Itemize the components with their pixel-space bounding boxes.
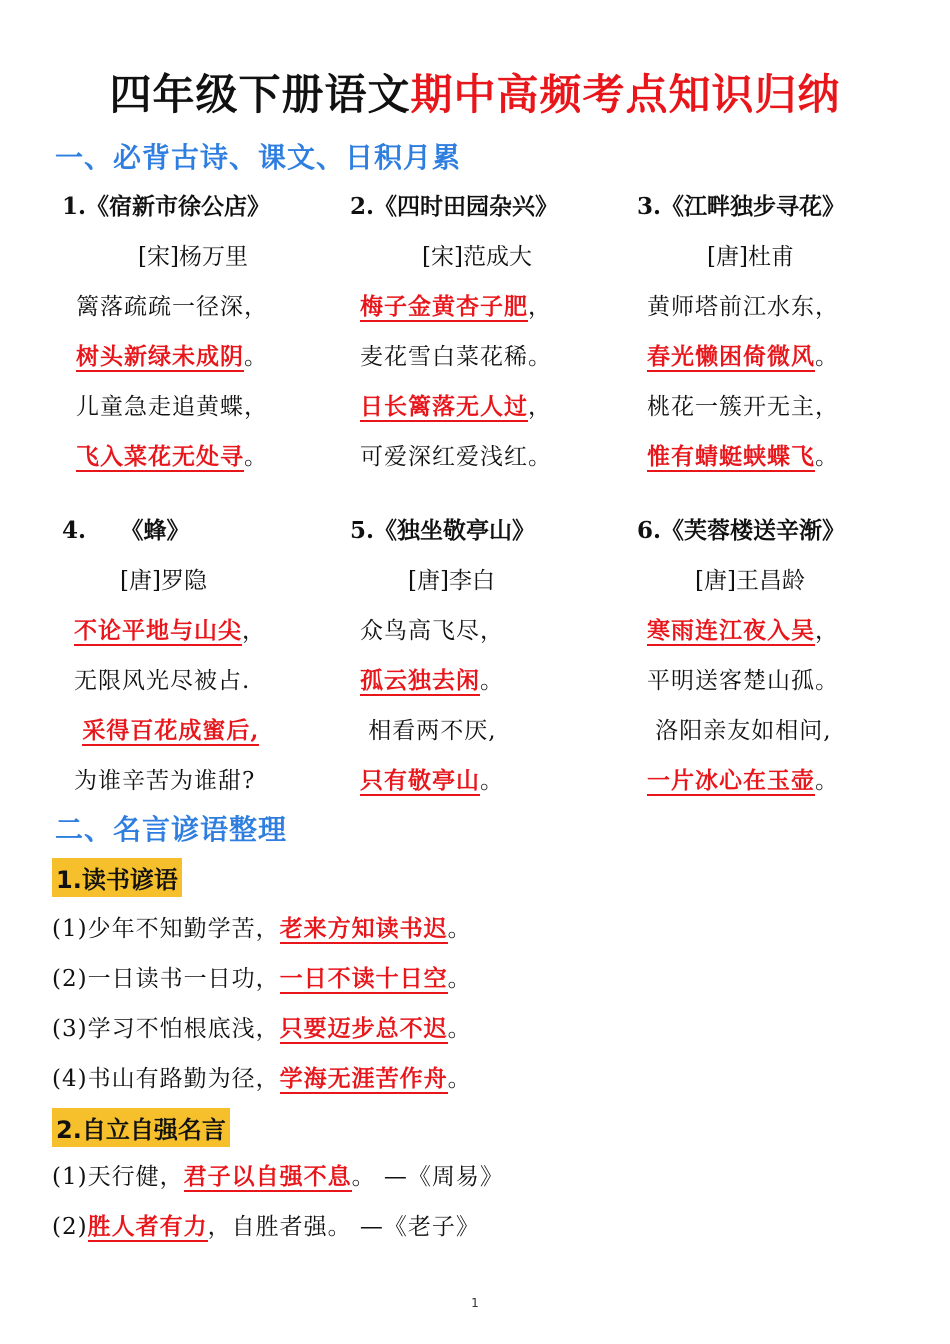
poem-author: [宋]范成大 bbox=[422, 244, 532, 270]
poem-author: [唐]王昌龄 bbox=[695, 568, 805, 594]
poem-line: 洛阳亲友如相问, bbox=[647, 718, 832, 744]
saying-item: (3)学习不怕根底浅，只要迈步总不迟。 bbox=[52, 1015, 472, 1042]
poem-title: 1.《宿新市徐公店》 bbox=[62, 193, 271, 220]
poem-line: 春光懒困倚微风。 bbox=[647, 343, 839, 370]
poem-author: [唐]罗隐 bbox=[120, 568, 207, 594]
poem-line: 只有敬亭山。 bbox=[360, 767, 504, 794]
poem-author: [唐]杜甫 bbox=[707, 244, 794, 270]
poem-line: 采得百花成蜜后, bbox=[82, 717, 260, 744]
poem-line: 寒雨连江夜入吴， bbox=[647, 617, 839, 644]
group-heading-reading: 1.读书谚语 bbox=[52, 858, 182, 897]
poem-line: 篱落疏疏一径深， bbox=[76, 294, 268, 320]
poem-title: 3.《江畔独步寻花》 bbox=[637, 193, 846, 220]
poem-line: 为谁辛苦为谁甜? bbox=[74, 768, 256, 794]
poem-line: 众鸟高飞尽， bbox=[360, 618, 504, 644]
poem-line: 无限风光尽被占. bbox=[74, 668, 251, 694]
page-title bbox=[0, 62, 950, 122]
saying-item: (2)一日读书一日功，一日不读十日空。 bbox=[52, 965, 472, 992]
poem-line: 梅子金黄杏子肥， bbox=[360, 293, 552, 320]
title-black: 四年级下册语文 bbox=[109, 70, 411, 119]
poem-title: 5.《独坐敬亭山》 bbox=[350, 517, 536, 544]
poem-line: 可爱深红爱浅红。 bbox=[360, 444, 552, 470]
poem-line: 孤云独去闲。 bbox=[360, 667, 504, 694]
group-heading-self-reliance: 2.自立自强名言 bbox=[52, 1108, 230, 1147]
poem-line: 日长篱落无人过， bbox=[360, 393, 552, 420]
poem-line: 黄师塔前江水东， bbox=[647, 294, 839, 320]
page-number: 1 bbox=[471, 1296, 479, 1310]
poem-line: 飞入菜花无处寻。 bbox=[76, 443, 268, 470]
poem-line: 儿童急走追黄蝶， bbox=[76, 394, 268, 420]
poem-author: [唐]李白 bbox=[408, 568, 495, 594]
poem-line: 树头新绿未成阴。 bbox=[76, 343, 268, 370]
poem-line: 相看两不厌, bbox=[360, 718, 497, 744]
poem-line: 桃花一簇开无主， bbox=[647, 394, 839, 420]
section-heading-poems: 一、必背古诗、课文、日积月累 bbox=[55, 141, 462, 174]
title-red: 期中高频考点知识归纳 bbox=[410, 70, 841, 119]
section-heading-sayings: 二、名言谚语整理 bbox=[55, 813, 288, 846]
saying-item: (1)少年不知勤学苦，老来方知读书迟。 bbox=[52, 915, 472, 942]
poem-author: [宋]杨万里 bbox=[138, 244, 248, 270]
poem-title: 2.《四时田园杂兴》 bbox=[350, 193, 559, 220]
saying-item: (1)天行健，君子以自强不息。 —《周易》 bbox=[52, 1163, 504, 1190]
poem-title: 6.《芙蓉楼送辛渐》 bbox=[637, 517, 846, 544]
poem-line: 平明送客楚山孤。 bbox=[647, 668, 839, 694]
poem-line: 麦花雪白菜花稀。 bbox=[360, 344, 552, 370]
poem-title: 4. 《蜂》 bbox=[62, 517, 190, 544]
poem-line: 惟有蜻蜓蛱蝶飞。 bbox=[647, 443, 839, 470]
saying-item: (2)胜人者有力，自胜者强。 —《老子》 bbox=[52, 1213, 480, 1240]
poem-line: 不论平地与山尖， bbox=[74, 617, 266, 644]
poem-line: 一片冰心在玉壶。 bbox=[647, 767, 839, 794]
saying-item: (4)书山有路勤为径，学海无涯苦作舟。 bbox=[52, 1065, 472, 1092]
